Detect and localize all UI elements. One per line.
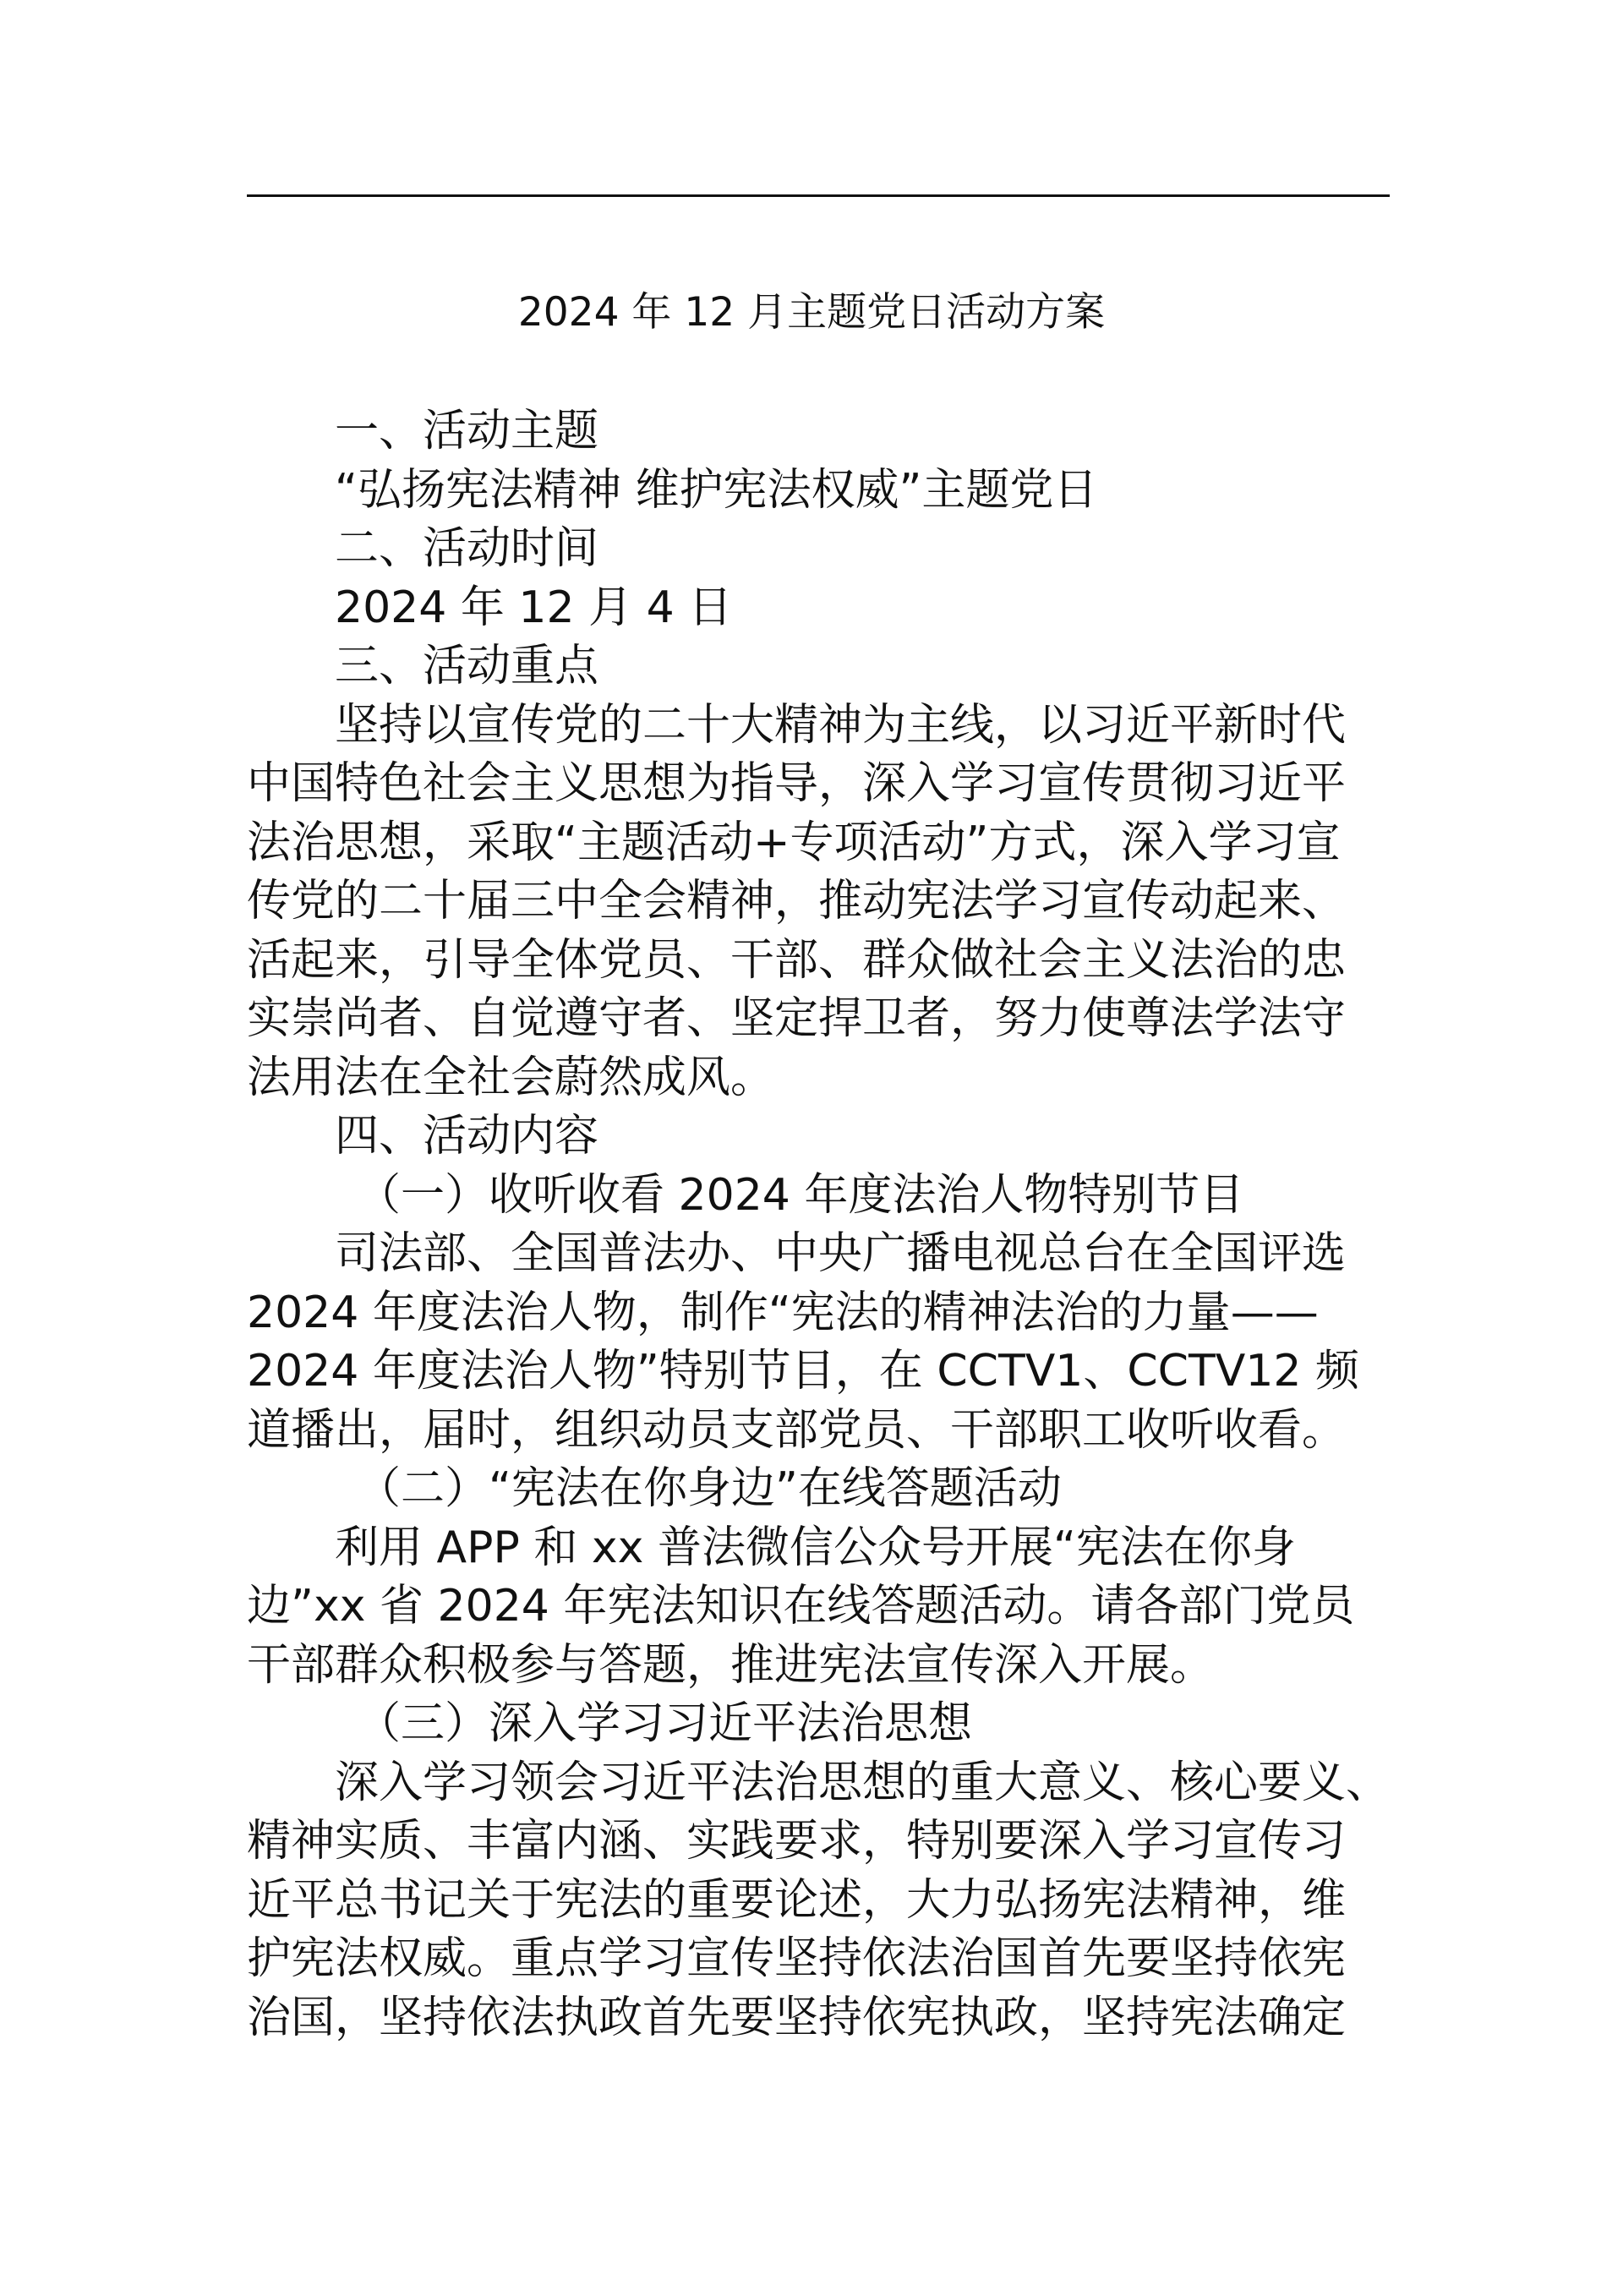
section-heading: 二、活动时间 [335, 523, 599, 574]
paragraph-continuation-line: 护宪法权威。重点学习宣传坚持依法治国首先要坚持依宪 [247, 1933, 1347, 1984]
paragraph-continuation-line: 精神实质、丰富内涵、实践要求，特别要深入学习宣传习 [247, 1816, 1347, 1867]
paragraph-continuation-line: 法用法在全社会蔚然成风。 [247, 1052, 775, 1103]
section-heading: 四、活动内容 [335, 1111, 599, 1162]
document-title: 2024 年 12 月主题党日活动方案 [517, 289, 1106, 336]
paragraph-continuation-line: 近平总书记关于宪法的重要论述，大力弘扬宪法精神，维 [247, 1874, 1347, 1926]
paragraph-continuation-line: 实崇尚者、自觉遵守者、坚定捍卫者，努力使尊法学法守 [247, 993, 1347, 1044]
paragraph-continuation-line: 治国，坚持依法执政首先要坚持依宪执政，坚持宪法确定 [247, 1992, 1347, 2043]
paragraph-continuation-line: 2024 年度法治人物”特别节目，在 CCTV1、CCTV12 频 [247, 1346, 1360, 1397]
paragraph-line: 坚持以宣传党的二十大精神为主线，以习近平新时代 [335, 699, 1347, 751]
paragraph-line: 司法部、全国普法办、中央广播电视总台在全国评选 [335, 1228, 1347, 1279]
paragraph-continuation-line: 2024 年度法治人物，制作“宪法的精神法治的力量—— [247, 1287, 1319, 1338]
paragraph-line: 利用 APP 和 xx 普法微信公众号开展“宪法在你身 [335, 1522, 1296, 1573]
subsection-heading: （三）深入学习习近平法治思想 [357, 1698, 973, 1749]
subsection-heading: （二）“宪法在你身边”在线答题活动 [357, 1463, 1062, 1514]
paragraph-continuation-line: 边”xx 省 2024 年宪法知识在线答题活动。请各部门党员 [247, 1581, 1355, 1632]
section-heading: 三、活动重点 [335, 641, 599, 692]
paragraph-line: 深入学习领会习近平法治思想的重大意义、核心要义、 [335, 1757, 1391, 1808]
section-heading: 一、活动主题 [335, 406, 599, 456]
paragraph-line: 2024 年 12 月 4 日 [335, 582, 733, 633]
paragraph-continuation-line: 中国特色社会主义思想为指导，深入学习宣传贯彻习近平 [247, 758, 1347, 809]
paragraph-continuation-line: 法治思想，采取“主题活动+专项活动”方式，深入学习宣 [247, 817, 1341, 868]
subsection-heading: （一）收听收看 2024 年度法治人物特别节目 [357, 1169, 1244, 1221]
paragraph-line: “弘扬宪法精神 维护宪法权威”主题党日 [335, 464, 1098, 516]
header-rule [247, 194, 1390, 197]
paragraph-continuation-line: 活起来，引导全体党员、干部、群众做社会主义法治的忠 [247, 934, 1347, 986]
document-body [247, 402, 1390, 2047]
paragraph-continuation-line: 道播出，届时，组织动员支部党员、干部职工收听收看。 [247, 1404, 1347, 1456]
paragraph-continuation-line: 干部群众积极参与答题，推进宪法宣传深入开展。 [247, 1639, 1215, 1691]
paragraph-continuation-line: 传党的二十届三中全会精神，推动宪法学习宣传动起来、 [247, 876, 1347, 927]
